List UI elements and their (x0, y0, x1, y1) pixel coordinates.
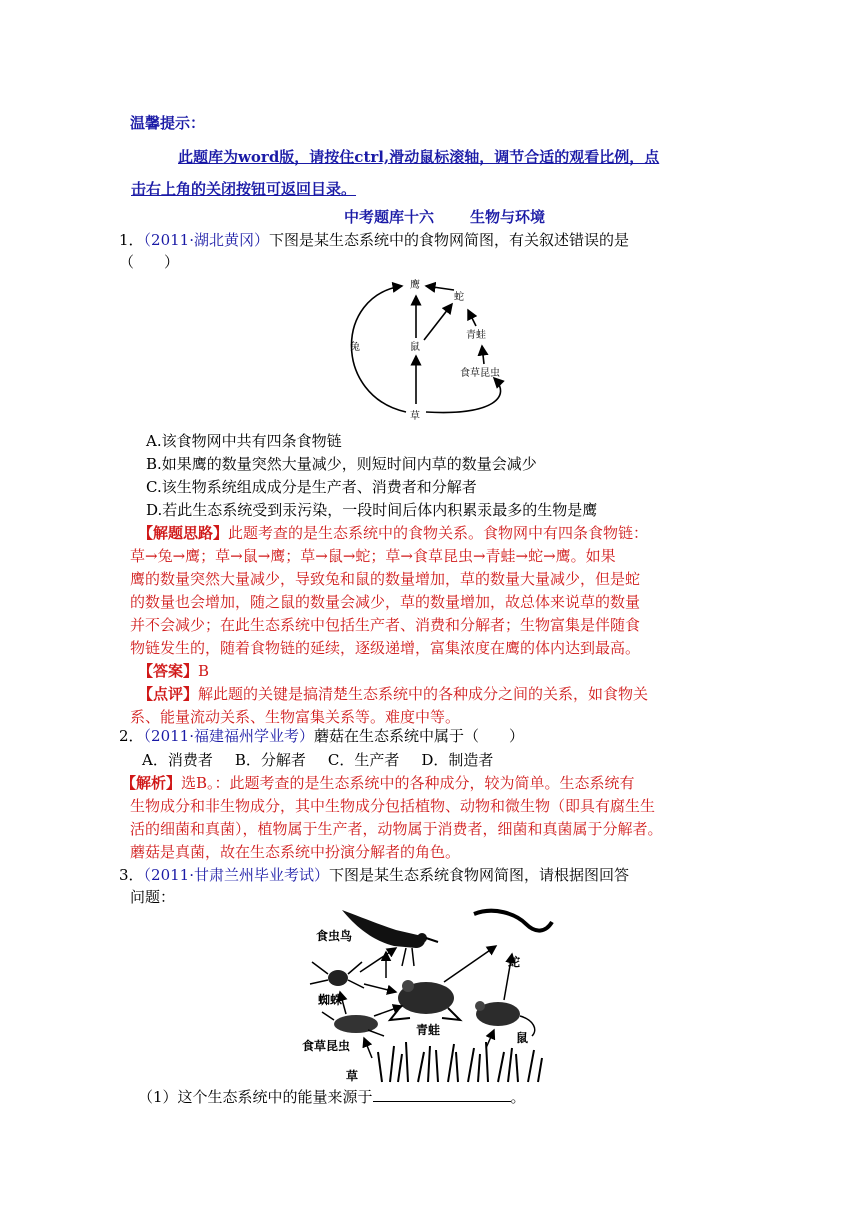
q3-subquestion-1 (138, 1086, 526, 1108)
arrow-spider-frog (364, 984, 396, 992)
label-bird: 食虫鸟 (316, 929, 353, 943)
q1-source: （2011·湖北黄冈） (143, 231, 269, 249)
spider-illustration (310, 962, 364, 988)
q1-answer-value: B (198, 662, 210, 680)
q2-option-b: B．分解者 (234, 751, 306, 769)
arrow-grass-insect (426, 378, 501, 413)
q1-analysis-line5: 并不会减少；在此生态系统中包括生产者、消费和分解者；生物富集是伴随食 (130, 616, 641, 634)
q1-analysis-line2: 草→兔→鹰；草→鼠→鹰；草→鼠→蛇；草→食草昆虫→青蛙→蛇→鹰。如果 (130, 547, 616, 565)
q2-analysis-line3: 活的细菌和真菌），植物属于生产者，动物属于消费者，细菌和真菌属于分解者。 (130, 820, 663, 838)
q3-source: （2011·甘肃兰州毕业考试） (143, 866, 329, 884)
node-rabbit: 兔 (350, 342, 360, 353)
label-grass: 草 (346, 1069, 359, 1083)
arrow-grass-insect (364, 1038, 372, 1058)
q1-stem (119, 229, 629, 251)
q1-comment-label: 【点评】 (138, 685, 199, 703)
tip-label: 温馨提示： (130, 114, 206, 132)
q2-analysis-label: 【解析】 (121, 774, 182, 792)
snake-illustration (474, 911, 552, 931)
arrow-snake-eagle (426, 286, 454, 290)
q1-analysis-line3: 鹰的数量突然大量减少，导致兔和鼠的数量增加，草的数量大量减少，但是蛇 (130, 570, 641, 588)
q2-option-a: A．消费者 (142, 751, 213, 769)
q3-stem-line2: 问题： (130, 888, 176, 906)
q2-analysis-line2: 生物成分和非生物成分，其中生物成分包括植物、动物和微生物（即具有腐生生 (130, 797, 656, 815)
q2-source: （2011·福建福州学业考） (143, 727, 314, 745)
frog-illustration (390, 980, 460, 1020)
node-frog: 青蛙 (466, 330, 486, 341)
tip-link-line1[interactable]: 此题库为word版，请按住ctrl,滑动鼠标滚轴，调节合适的观看比例，点 (178, 148, 660, 166)
q2-option-c: C．生产者 (327, 751, 400, 769)
q3-sub1-blank[interactable] (373, 1086, 511, 1102)
q1-stem-text: 下图是某生态系统中的食物网简图，有关叙述错误的是 (269, 231, 630, 249)
arrow-insect-frog (482, 346, 484, 364)
q1-option-c: C.该生物系统组成成分是生产者、消费者和分解者 (146, 478, 477, 496)
q3-sub1-prefix: （1）这个生态系统中的能量来源于 (138, 1088, 373, 1106)
arrow-frog-snake (444, 946, 496, 982)
node-grass: 草 (410, 411, 420, 422)
q2-analysis-line1: 【解析】选B。：此题考查的是生态系统中的各种成分，较为简单。生态系统有 (121, 774, 635, 792)
q1-analysis-label: 【解题思路】 (138, 524, 229, 542)
label-insect: 食草昆虫 (302, 1039, 351, 1053)
label-spider: 蜘蛛 (318, 993, 343, 1007)
q3-sub1-suffix: 。 (510, 1088, 526, 1106)
node-eagle: 鹰 (410, 280, 420, 291)
node-insect: 食草昆虫 (460, 368, 500, 379)
arrow-frog-snake (468, 310, 476, 326)
label-mouse: 鼠 (516, 1031, 529, 1045)
node-mouse: 鼠 (410, 342, 420, 353)
q2-option-d: D．制造者 (421, 751, 494, 769)
q1-analysis-line4: 的数量也会增加，随之鼠的数量会减少，草的数量增加，故总体来说草的数量 (130, 593, 641, 611)
heading-part1: 中考题库十六 (344, 208, 435, 226)
q2-analysis-line4: 蘑菇是真菌，故在生态系统中扮演分解者的角色。 (130, 843, 461, 861)
q1-option-a: A.该食物网中共有四条食物链 (146, 432, 342, 450)
q1-answer (138, 660, 209, 682)
label-frog: 青蛙 (416, 1023, 441, 1037)
arrow-grass-mouse (486, 1030, 494, 1048)
q3-stem-line1 (119, 864, 629, 886)
q2-stem-text: 蘑菇在生态系统中属于（ ） (314, 727, 525, 745)
arrow-mouse-snake (424, 304, 452, 340)
q1-analysis-line1: 【解题思路】此题考查的是生态系统中的食物关系。食物网中有四条食物链： (138, 524, 649, 542)
q3-stem-text: 下图是某生态系统食物网简图，请根据图回答 (329, 866, 630, 884)
tip-link-line2[interactable]: 击右上角的关闭按钮可返回目录。 (131, 180, 357, 198)
q1-answer-label: 【答案】 (138, 662, 199, 680)
q1-food-web-diagram (344, 276, 514, 422)
q2-stem (119, 725, 524, 747)
heading-part2: 生物与环境 (470, 208, 546, 226)
node-snake: 蛇 (454, 292, 464, 303)
bird-illustration (342, 910, 438, 966)
q1-comment-line2: 系、能量流动关系、生物富集关系等。难度中等。 (130, 708, 461, 726)
grass-illustration (378, 1042, 542, 1082)
section-heading (344, 206, 545, 228)
q1-analysis-line6: 物链发生的，随着食物链的延续，逐级递增，富集浓度在鹰的体内达到最高。 (130, 639, 641, 657)
q1-paren: （ ） (119, 253, 180, 271)
q2-options (142, 749, 493, 771)
q3-food-web-illustration (298, 902, 560, 1084)
q1-number: 1． (119, 231, 144, 249)
q2-number: 2． (119, 727, 144, 745)
q1-option-b: B.如果鹰的数量突然大量减少，则短时间内草的数量会减少 (146, 455, 537, 473)
label-snake: 蛇 (508, 955, 521, 969)
arrow-spider-bird (360, 948, 396, 972)
q3-number: 3． (119, 866, 144, 884)
q1-comment-line1: 【点评】解此题的关键是搞清楚生态系统中的各种成分之间的关系，如食物关 (138, 685, 649, 703)
q1-option-d: D.若此生态系统受到汞污染，一段时间后体内积累汞最多的生物是鹰 (146, 501, 598, 519)
